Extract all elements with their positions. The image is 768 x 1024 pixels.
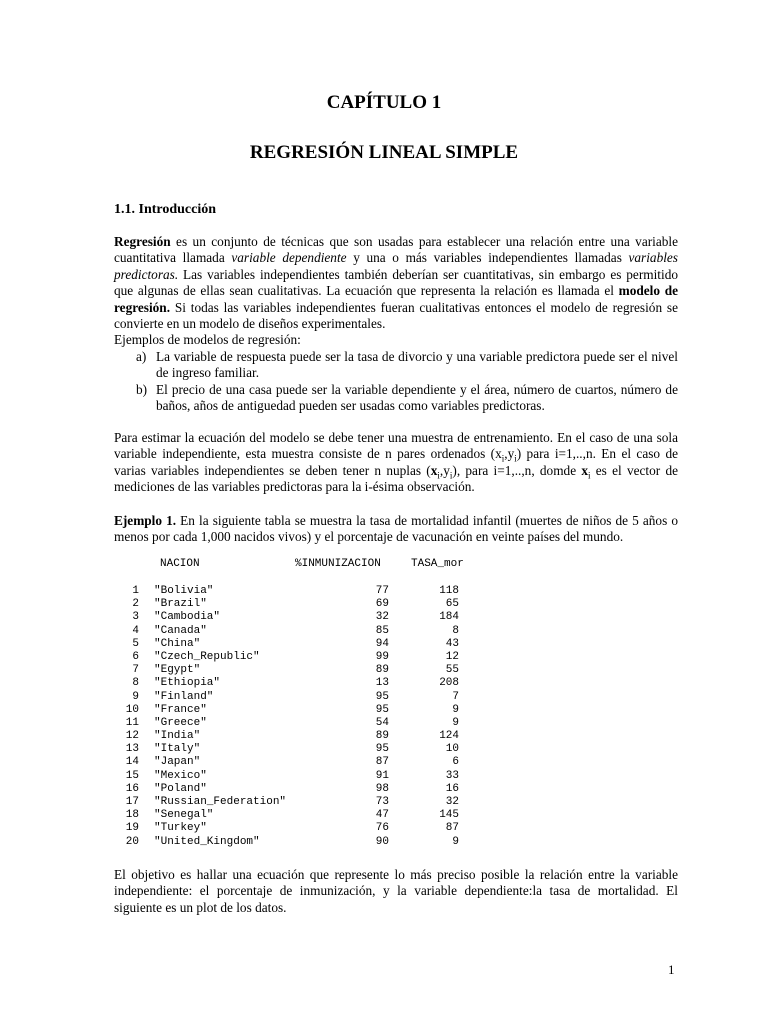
immunization-value: 76: [375, 822, 389, 835]
list-marker: a): [136, 348, 147, 364]
list-marker: b): [136, 381, 148, 397]
term-regresion: Regresión: [114, 234, 171, 249]
page-number: 1: [668, 962, 675, 977]
intro-paragraph: Regresión es un conjunto de técnicas que son usadas para establecer una relación entre una variable cuantitativa llamada variable dependiente y una o más variables independientes llamadas variables predictoras. Las variables independientes también deberían ser cuantitativas, sin embargo es permitido que algunas de ellas sean cualitativas. La ecuación que representa la relación es llamada el modelo de regresión. Si todas las variables independientes fueran cualitativas entonces el modelo de regresión se convierte en un modelo de diseños experimentales.: [114, 234, 678, 332]
example-label: Ejemplo 1.: [114, 513, 177, 528]
country-name: "Finland": [154, 690, 214, 703]
immunization-value: 99: [375, 650, 389, 663]
estimation-paragraph: Para estimar la ecuación del modelo se debe tener una muestra de entrenamiento. En el caso de una sola variable independiente, esta muestra consiste de n pares ordenados $(x_i,y_i)$ para i=1,..,n. En el caso de varias variables independientes se deben tener n nuplas $(x_i,y_i)$, para i=1,..,n, domde $x_i$ es el vector de mediciones de las variables predictoras para la i-ésima observación.: [114, 430, 678, 495]
row-index: 3: [132, 611, 139, 624]
immunization-value: 73: [375, 796, 389, 808]
row-index: 9: [132, 690, 139, 703]
section-heading: 1.1. Introducción: [114, 202, 217, 217]
mortality-value: 9: [452, 716, 459, 729]
immunization-value: 89: [375, 664, 389, 677]
row-index: 13: [125, 743, 139, 756]
country-name: "Ethiopia": [154, 677, 221, 690]
list-item: [114, 382, 678, 415]
country-name: "India": [154, 730, 201, 743]
country-name: "Russian_Federation": [154, 796, 287, 808]
mortality-value: 65: [445, 598, 459, 611]
term-variable-dependiente: variable dependiente: [231, 250, 347, 266]
country-name: "Greece": [154, 716, 207, 729]
immunization-value: 85: [375, 624, 389, 637]
immunization-value: 54: [375, 716, 389, 729]
row-index: 18: [125, 809, 139, 822]
column-header-inmunizacion: %INMUNIZACION: [295, 558, 381, 570]
country-name: "Senegal": [154, 809, 214, 822]
immunization-value: 32: [375, 611, 389, 624]
row-index: 12: [125, 730, 139, 743]
country-name: "Czech_Republic": [154, 650, 260, 663]
immunization-value: 77: [375, 585, 389, 597]
row-index: 8: [132, 677, 139, 690]
mortality-value: 118: [439, 585, 459, 597]
mortality-value: 208: [439, 677, 459, 690]
mortality-value: 124: [439, 730, 459, 743]
objective-paragraph: El objetivo es hallar una ecuación que represente lo más preciso posible la relación entre la variable independiente: el porcentaje de inmunización, y la variable dependiente:la tasa de mortalidad. El siguiente es un plot de los datos.: [114, 867, 678, 915]
immunization-value: 94: [375, 637, 389, 650]
row-index: 15: [125, 769, 139, 782]
country-name: "United_Kingdom": [154, 835, 260, 848]
row-index: 2: [132, 598, 139, 611]
country-name: "Bolivia": [154, 585, 214, 597]
row-index: 11: [125, 716, 139, 729]
chapter-title: REGRESIÓN LINEAL SIMPLE: [249, 142, 519, 163]
column-header-nacion: NACION: [160, 558, 200, 570]
mortality-value: 33: [445, 769, 459, 782]
examples-heading: Ejemplos de modelos de regresión:: [114, 332, 301, 348]
row-index: 7: [132, 664, 139, 677]
country-name: "China": [154, 637, 201, 650]
row-index: 6: [132, 650, 139, 663]
row-index: 17: [125, 796, 139, 808]
row-index: 14: [125, 756, 139, 769]
intro-block: [114, 234, 678, 414]
examples-list: [114, 349, 678, 415]
row-index: 10: [125, 703, 139, 716]
row-index: 19: [125, 822, 139, 835]
list-item-text: El precio de una casa puede ser la variable dependiente y el área, número de cuartos, número de baños, años de antiguedad pueden ser usadas como variables predictoras.: [156, 381, 678, 414]
mortality-value: 32: [445, 796, 459, 808]
country-name: "France": [154, 703, 207, 716]
country-name: "Mexico": [154, 769, 207, 782]
country-name: "Italy": [154, 743, 201, 756]
immunization-value: 90: [375, 835, 389, 848]
immunization-value: 95: [375, 743, 389, 756]
mortality-value: 9: [452, 835, 459, 848]
immunization-value: 91: [375, 769, 389, 782]
country-name: "Egypt": [154, 664, 201, 677]
mortality-value: 7: [452, 690, 459, 703]
column-header-tasa: TASA_mor: [411, 558, 464, 570]
immunization-value: 95: [375, 690, 389, 703]
chapter-heading: CAPÍTULO 1: [326, 92, 442, 113]
immunization-value: 89: [375, 730, 389, 743]
immunization-value: 87: [375, 756, 389, 769]
mortality-value: 6: [452, 756, 459, 769]
country-name: "Canada": [154, 624, 207, 637]
mortality-value: 87: [445, 822, 459, 835]
row-index: 16: [125, 782, 139, 795]
mortality-value: 55: [445, 664, 459, 677]
country-name: "Japan": [154, 756, 201, 769]
mortality-value: 9: [452, 703, 459, 716]
mortality-value: 184: [439, 611, 459, 624]
term-modelo-regresion: modelo de regresión.: [114, 283, 678, 315]
row-index: 5: [132, 637, 139, 650]
immunization-value: 13: [375, 677, 389, 690]
row-index: 4: [132, 624, 139, 637]
country-name: "Brazil": [154, 598, 207, 611]
term-variables-predictoras: variables predictoras.: [114, 250, 678, 282]
mortality-value: 43: [445, 637, 459, 650]
country-name: "Turkey": [154, 822, 207, 835]
immunization-value: 47: [375, 809, 389, 822]
mortality-value: 12: [445, 650, 459, 663]
list-item-text: La variable de respuesta puede ser la tasa de divorcio y una variable predictora puede ser el nivel de ingreso familiar.: [156, 348, 678, 381]
mortality-value: 16: [445, 782, 459, 795]
country-name: "Poland": [154, 782, 207, 795]
example-1-paragraph: Ejemplo 1. En la siguiente tabla se muestra la tasa de mortalidad infantil (muertes de niños de 5 años o menos por cada 1,000 nacidos vivos) y el porcentaje de vacunación en veinte países del mundo.: [114, 513, 678, 545]
immunization-value: 98: [375, 782, 389, 795]
list-item: [114, 349, 678, 382]
mortality-value: 145: [439, 809, 459, 822]
mortality-value: 10: [445, 743, 459, 756]
mortality-value: 8: [452, 624, 459, 637]
row-index: 20: [125, 835, 139, 848]
row-index: 1: [132, 585, 139, 597]
country-name: "Cambodia": [154, 611, 221, 624]
immunization-value: 69: [375, 598, 389, 611]
immunization-value: 95: [375, 703, 389, 716]
